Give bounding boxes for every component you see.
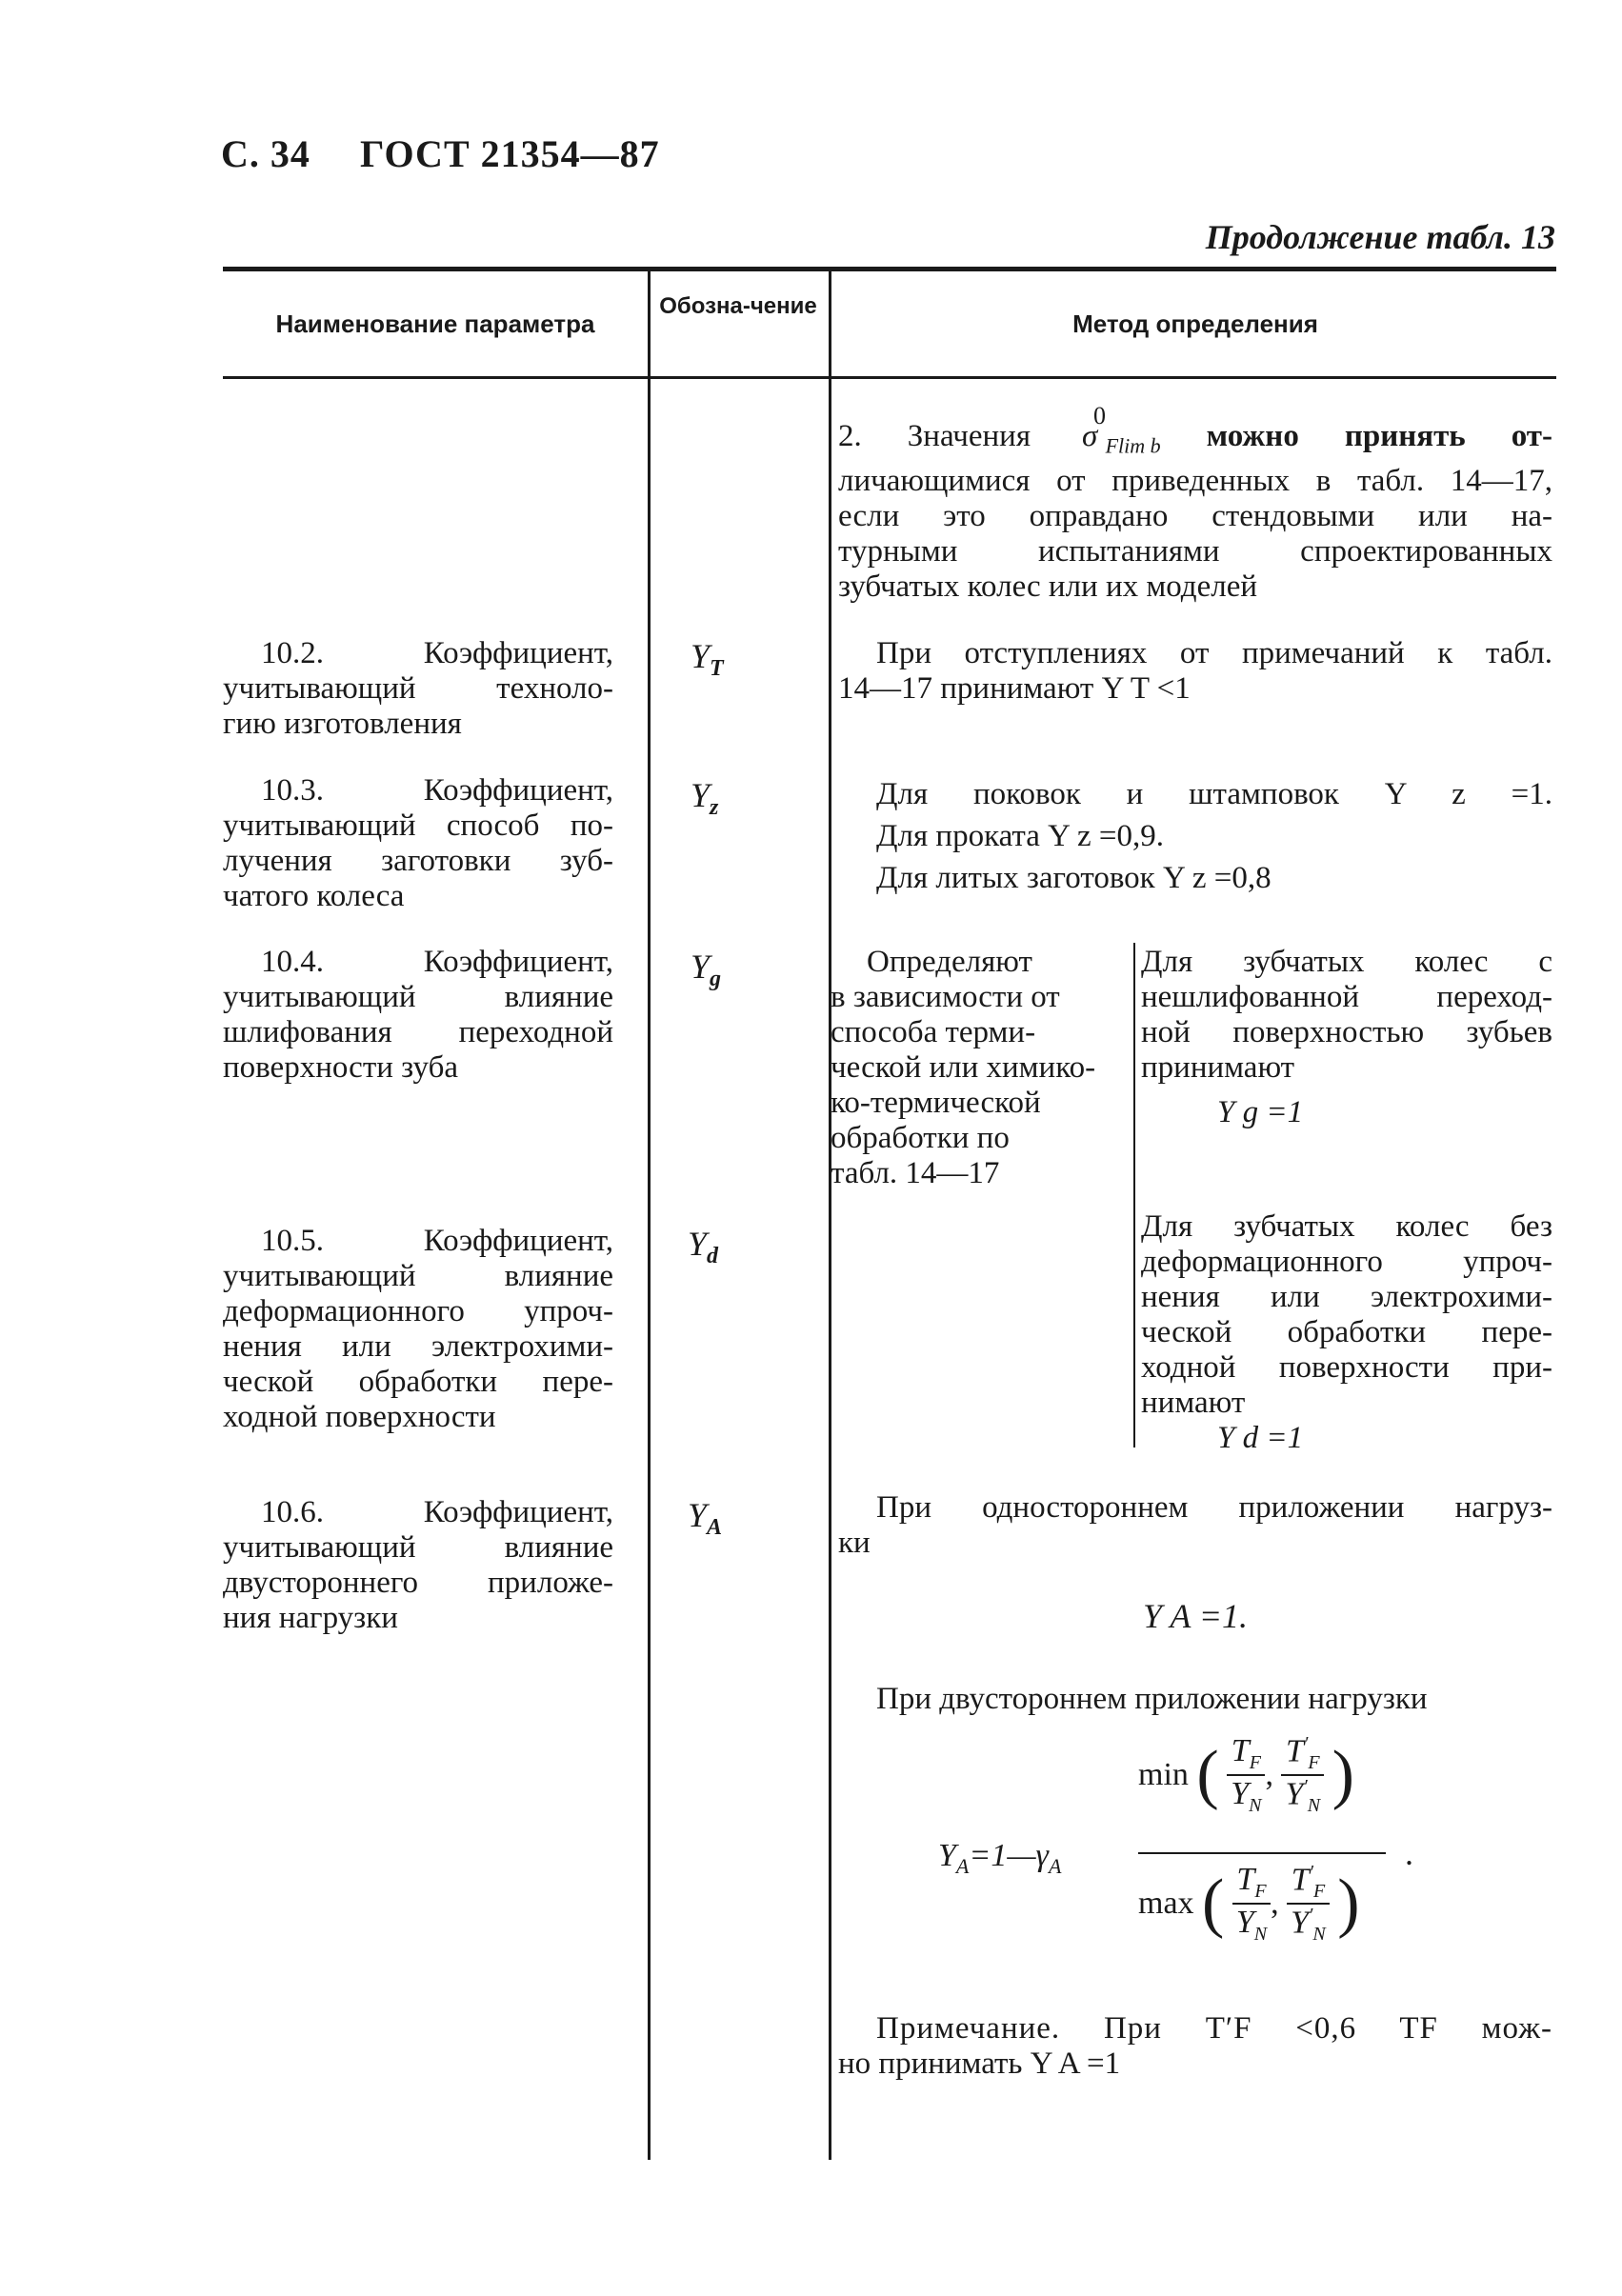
note-2-line-4: турными испытаниями спроектированных [838, 533, 1552, 569]
formula-denominator: max ( $\frac{T_F}{Y_N}$ , $\frac{T'_F}{Y'_N}$ ) [1138, 1862, 1360, 1946]
column-divider-2-body [829, 379, 831, 2160]
note-2-line-3: если это оправдано стендовыми или на- [838, 498, 1552, 533]
row-10-5-name: 10.5. Коэффициент, учитывающий влияние деформационного упроч- нения или электрохими- ческой обработки пере- ходной поверхности [223, 1224, 613, 1434]
row-10-5-method: Для зубчатых колес без деформационного упроч- нения или электрохими- ческой обработки пере- ходной поверхности при- нимают Y d =1 [1141, 1209, 1552, 1455]
symbol-YA: $Y_A$ [688, 1496, 723, 1541]
row-10-6-name: 10.6. Коэффициент, учитывающий влияние двустороннего приложе- ния нагрузки [223, 1495, 613, 1635]
row-10-3-name: 10.3. Коэффициент, учитывающий способ по- лучения заготовки зуб- чатого колеса [223, 773, 613, 913]
formula-YA-1: Y A =1. [1142, 1597, 1248, 1635]
note-2-line-5: зубчатых колес или их моделей [838, 569, 1258, 604]
column-divider-2 [829, 271, 831, 376]
table-header-rule [223, 376, 1556, 379]
header-method: Метод определения [1072, 309, 1318, 338]
header-symbol: Обозна-чение [659, 293, 817, 319]
standard-title: ГОСТ 21354—87 [360, 132, 660, 175]
formula-YA-2: $Y_A=1—\gamma_A$ min ( $\frac{T_F}{Y_N}$ , $\frac{T'_F}{Y'_N}$ ) max ( $\frac{T_F}{Y_N}$ , $\frac{T'_F}{Y'_N}$ ) . [938, 1733, 1413, 1946]
row-10-6-note: Примечание. При T′F <0,6 TF мож- но принимать Y A =1 [838, 2011, 1552, 2081]
row-10-2-name: 10.2. Коэффициент, учитывающий техноло- гию изготовления [223, 636, 613, 741]
symbol-Yd: $Y_d$ [688, 1225, 719, 1269]
row-10-4-name: 10.4. Коэффициент, учитывающий влияние шлифования переходной поверхности зуба [223, 945, 613, 1085]
column-divider-1 [648, 271, 651, 376]
page-number: С. 34 [221, 132, 310, 175]
note-2-line-2: личающимися от приведенных в табл. 14—17, [838, 463, 1552, 498]
note-2-line-1: 2. Значения σ 0 $_{Flim b}$ можно принять от- [838, 402, 1553, 458]
row-10-3-method: Для поковок и штамповок Y z =1. Для проката Y z =0,9. Для литых заготовок Y z =0,8 [876, 777, 1552, 895]
row-10-4-method-left: Определяют в зависимости от способа терми- ческой или химико- ко-термической обработки по табл. 14—17 [831, 945, 1096, 1190]
symbol-YT: $Y_T$ [691, 637, 724, 682]
row-10-6-method: При одностороннем приложении нагруз- ки Y A =1. При двустороннем приложении нагрузки [838, 1490, 1552, 1716]
symbol-Yg: $Y_g$ [691, 948, 722, 992]
table-top-rule [223, 267, 1556, 271]
note-2 [838, 402, 1553, 605]
table-continuation: Продолжение табл. 13 [1205, 218, 1555, 256]
column-divider-1-body [648, 379, 651, 2160]
header-name: Наименование параметра [275, 309, 595, 338]
row-10-4-method-right: Для зубчатых колес с нешлифованной переход- ной поверхностью зубьев принимают Y g =1 [1141, 945, 1552, 1129]
row-10-2-method: При отступлениях от примечаний к табл. 14—17 принимают Y T <1 [838, 636, 1552, 706]
formula-numerator: min ( $\frac{T_F}{Y_N}$ , $\frac{T'_F}{Y'_N}$ ) [1138, 1733, 1354, 1817]
symbol-Yz: $Y_z$ [691, 776, 719, 821]
inner-divider [1133, 943, 1135, 1447]
formula-main-bar [1138, 1852, 1386, 1854]
